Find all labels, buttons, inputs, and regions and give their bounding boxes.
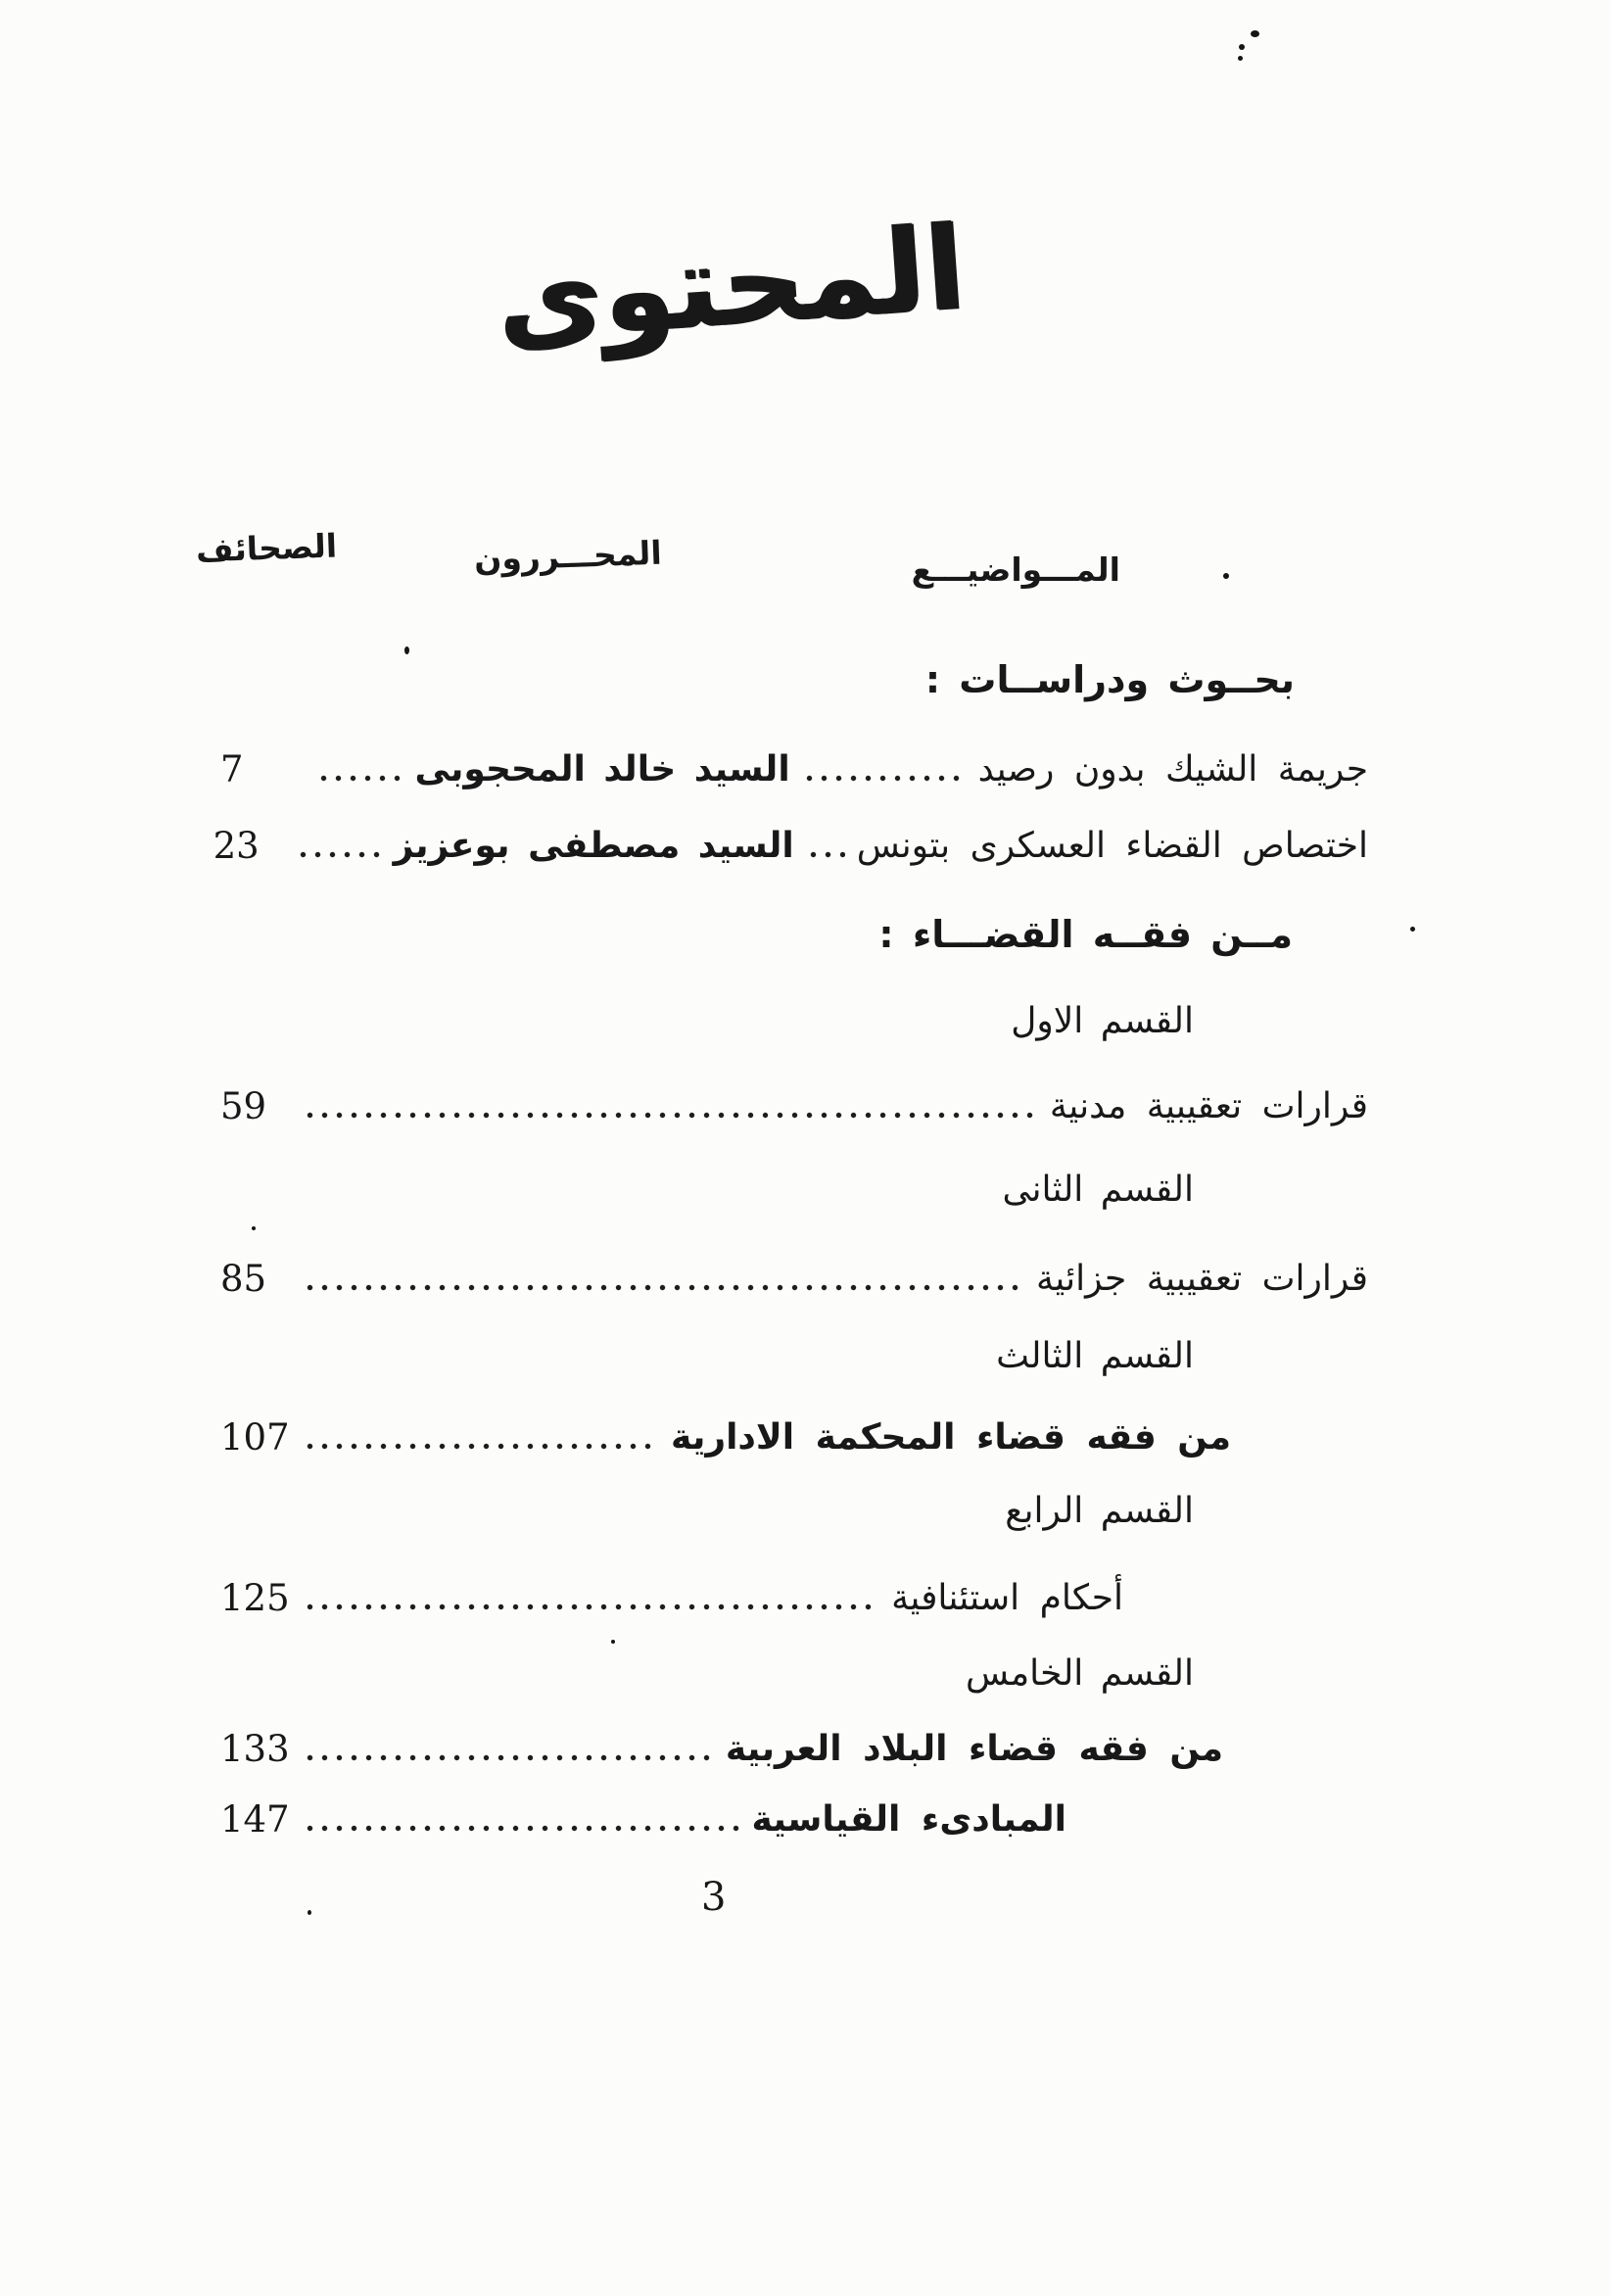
toc-topic: المبادىء القياسية bbox=[751, 1798, 1066, 1840]
toc-topic: اختصاص القضاء العسكرى بتونس bbox=[856, 825, 1368, 866]
ink-speck bbox=[404, 646, 409, 654]
dot-leader bbox=[303, 1283, 1024, 1292]
dot-leader bbox=[296, 850, 382, 859]
toc-topic: من فقه قضاء البلاد العربية bbox=[725, 1728, 1223, 1769]
toc-page-number: 7 bbox=[220, 747, 244, 790]
toc-page-number: 125 bbox=[220, 1576, 290, 1619]
section-heading-fiqh: مــن فقــه القضـــاء : bbox=[878, 913, 1293, 956]
ink-speck bbox=[308, 1910, 311, 1915]
part-label: القسم الثانى bbox=[1002, 1170, 1194, 1210]
part-label: القسم الخامس bbox=[965, 1653, 1194, 1694]
toc-page-number: 147 bbox=[220, 1797, 290, 1841]
toc-row bbox=[220, 1791, 1368, 1847]
dot-leader bbox=[802, 774, 967, 783]
ink-speck bbox=[1239, 44, 1245, 50]
ink-speck bbox=[252, 1226, 256, 1230]
toc-topic: جريمة الشيك بدون رصيد bbox=[977, 748, 1368, 789]
toc-row bbox=[220, 1250, 1368, 1307]
column-header-topics: المـــواضيـــع bbox=[911, 550, 1120, 589]
toc-page-number: 133 bbox=[220, 1727, 290, 1770]
toc-author: السيد خالد المحجوبى bbox=[414, 748, 790, 789]
toc-row bbox=[220, 1077, 1368, 1134]
dot-leader bbox=[316, 774, 402, 783]
toc-row bbox=[220, 1720, 1368, 1777]
page-title: المحتوى bbox=[491, 199, 970, 367]
part-label: القسم الاول bbox=[1011, 1001, 1194, 1041]
toc-topic: قرارات تعقيبية مدنية bbox=[1049, 1085, 1368, 1126]
toc-page-number: 85 bbox=[220, 1257, 267, 1300]
part-label: القسم الرابع bbox=[1005, 1491, 1194, 1531]
toc-page-number: 107 bbox=[220, 1415, 290, 1459]
toc-row bbox=[220, 1409, 1368, 1465]
dot-leader bbox=[806, 850, 845, 859]
ink-speck bbox=[1223, 573, 1229, 579]
dot-leader bbox=[303, 1442, 659, 1451]
toc-page-number: 59 bbox=[220, 1084, 267, 1127]
part-label: القسم الثالث bbox=[996, 1336, 1194, 1376]
ink-speck bbox=[611, 1640, 615, 1644]
toc-page-number: 23 bbox=[213, 824, 260, 867]
toc-topic: قرارات تعقيبية جزائية bbox=[1035, 1258, 1368, 1299]
dot-leader bbox=[303, 1602, 879, 1611]
toc-topic: من فقه قضاء المحكمة الادارية bbox=[671, 1416, 1231, 1458]
dot-leader bbox=[303, 1824, 739, 1833]
toc-author: السيد مصطفى بوعزيز bbox=[393, 825, 794, 866]
section-heading-studies: بحــوث ودراســات : bbox=[924, 658, 1295, 701]
column-header-pages: الصحائف bbox=[195, 526, 338, 570]
ink-speck bbox=[1251, 30, 1259, 37]
ink-speck bbox=[1410, 927, 1415, 932]
toc-row bbox=[213, 817, 1368, 874]
dot-leader bbox=[303, 1111, 1038, 1120]
dot-leader bbox=[303, 1753, 714, 1762]
folio-page-number: 3 bbox=[701, 1875, 727, 1920]
toc-topic: أحكام استئنافية bbox=[891, 1577, 1123, 1618]
ink-speck bbox=[1238, 56, 1243, 61]
column-header-editors: المحـــررون bbox=[473, 533, 663, 579]
toc-row bbox=[220, 1569, 1368, 1626]
toc-row bbox=[220, 741, 1368, 797]
